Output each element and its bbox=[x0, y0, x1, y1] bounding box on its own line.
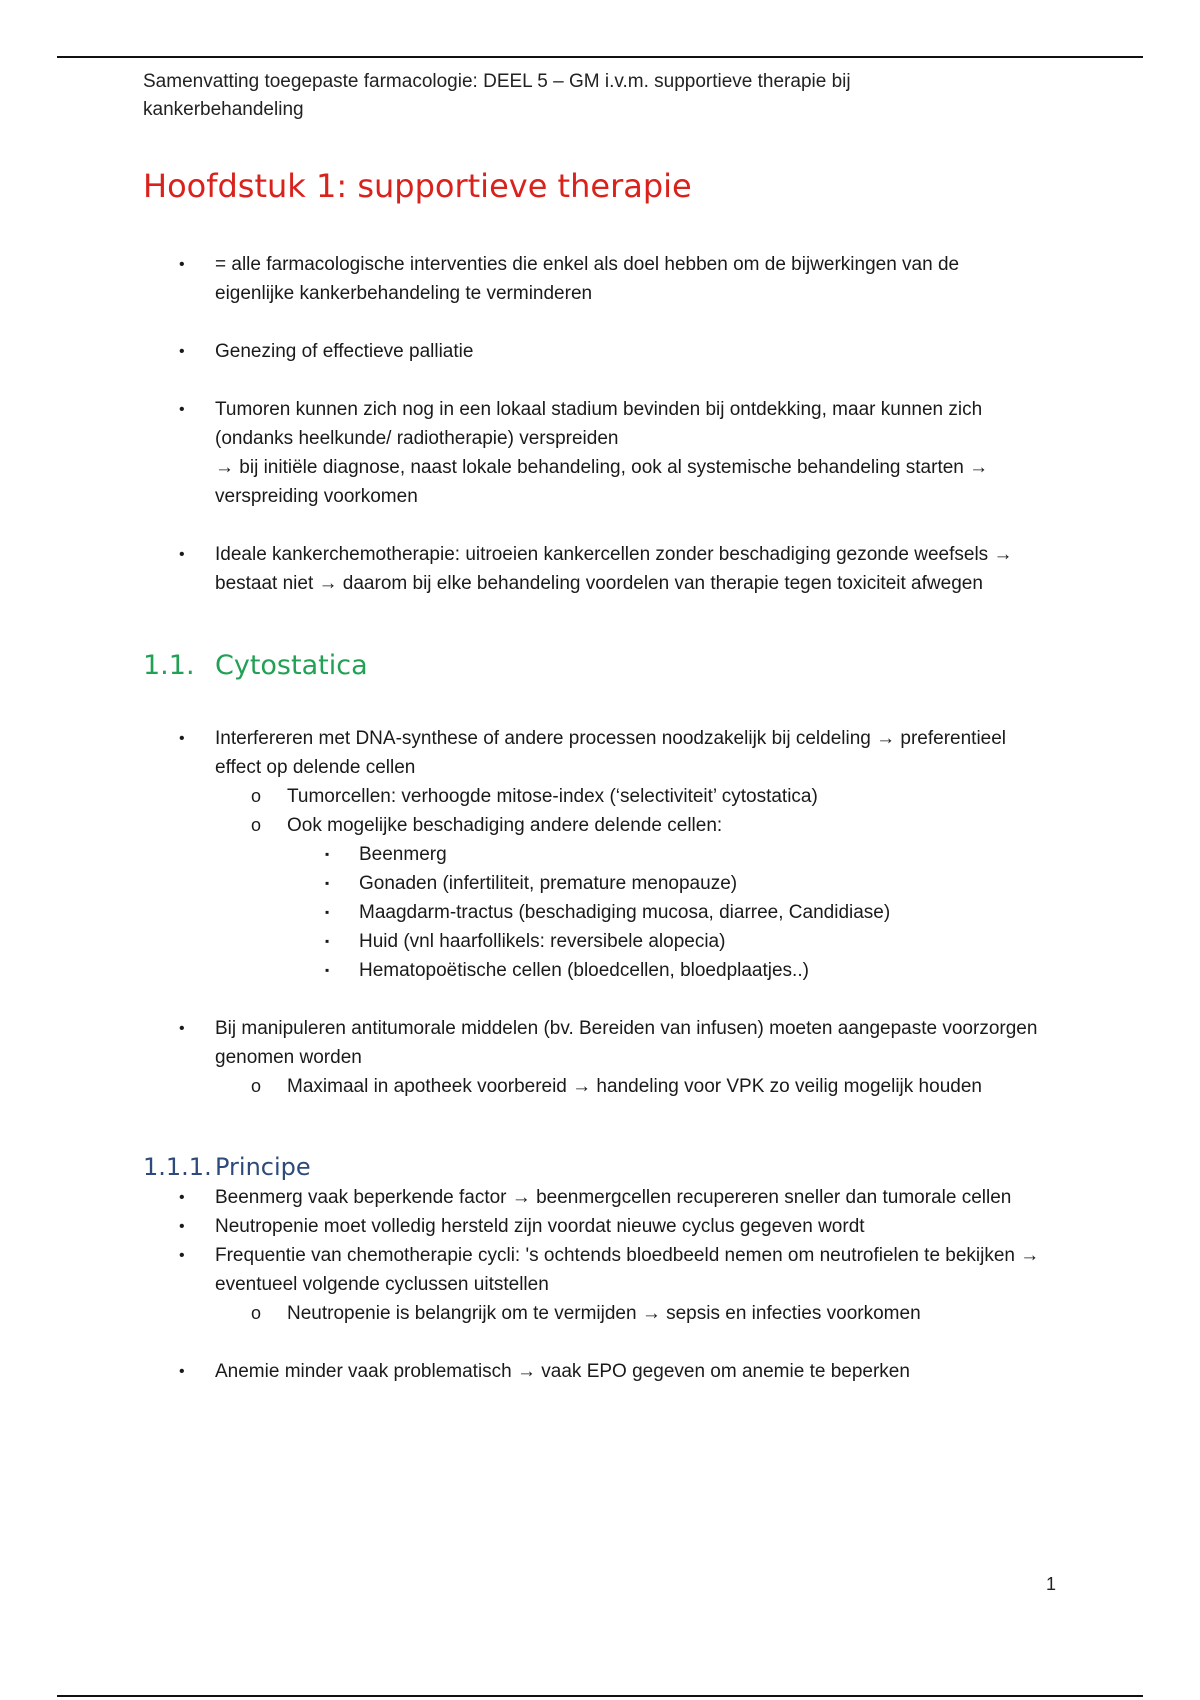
bullet-icon: • bbox=[179, 401, 185, 418]
bullet-icon: • bbox=[179, 1020, 185, 1037]
subsection-number: 1.1.1. bbox=[143, 1153, 212, 1181]
circle-bullet-icon: o bbox=[251, 786, 262, 806]
list-item: • Genezing of effectieve palliatie bbox=[143, 337, 1043, 366]
sub-list bbox=[215, 782, 1043, 985]
square-bullet-icon: ▪ bbox=[325, 876, 330, 890]
page-number: 1 bbox=[1046, 1574, 1057, 1594]
bullet-icon: • bbox=[179, 343, 185, 360]
circle-bullet-icon: o bbox=[251, 1076, 262, 1096]
list-item: o Ook mogelijke beschadiging andere delende cellen: ▪ Beenmerg ▪ Gonaden (infertiliteit, premature menopauze) ▪ Maagdarm-tractus (beschadiging mucosa, diarree, Candidiase) ▪ Huid (vnl haarfollikels: reversibele alopecia) ▪ Hematopoëtische cellen (bloedcellen, bloedplaatjes..) bbox=[215, 811, 1043, 985]
document-page bbox=[143, 68, 1043, 1386]
sub-list bbox=[215, 1072, 1043, 1101]
subsection-bullet-list bbox=[143, 1183, 1043, 1386]
list-item: o Neutropenie is belangrijk om te vermijden → sepsis en infecties voorkomen bbox=[215, 1299, 1043, 1328]
chapter-bullet-list bbox=[143, 250, 1043, 598]
list-item: • Neutropenie moet volledig hersteld zijn voordat nieuwe cyclus gegeven wordt bbox=[143, 1212, 1043, 1241]
list-item: ▪ Maagdarm-tractus (beschadiging mucosa, diarree, Candidiase) bbox=[287, 898, 1043, 927]
square-bullet-icon: ▪ bbox=[325, 905, 330, 919]
bullet-icon: • bbox=[179, 1189, 185, 1206]
list-item: • Frequentie van chemotherapie cycli: 's ochtends bloedbeeld nemen om neutrofielen te bekijken → eventueel volgende cyclussen uitstellen o Neutropenie is belangrijk om te vermijden → sepsis en infecties voorkomen bbox=[143, 1241, 1043, 1328]
circle-bullet-icon: o bbox=[251, 1303, 262, 1323]
list-item: • Anemie minder vaak problematisch → vaak EPO gegeven om anemie te beperken bbox=[143, 1357, 1043, 1386]
list-item: • Beenmerg vaak beperkende factor → beenmergcellen recupereren sneller dan tumorale cellen bbox=[143, 1183, 1043, 1212]
square-bullet-icon: ▪ bbox=[325, 934, 330, 948]
bullet-icon: • bbox=[179, 256, 185, 273]
sub-sub-list bbox=[287, 840, 1043, 985]
list-item: ▪ Beenmerg bbox=[287, 840, 1043, 869]
subsection-heading bbox=[143, 1151, 1043, 1183]
bullet-icon: • bbox=[179, 1247, 185, 1264]
running-header: Samenvatting toegepaste farmacologie: DEEL 5 – GM i.v.m. supportieve therapie bij kankerbehandeling bbox=[143, 71, 851, 120]
chapter-title: Hoofdstuk 1: supportieve therapie bbox=[143, 167, 692, 205]
square-bullet-icon: ▪ bbox=[325, 963, 330, 977]
list-item: ▪ Gonaden (infertiliteit, premature menopauze) bbox=[287, 869, 1043, 898]
section-number: 1.1. bbox=[143, 650, 195, 681]
section-bullet-list bbox=[143, 724, 1043, 1101]
footer-rule bbox=[57, 1695, 1143, 1697]
list-item: ▪ Huid (vnl haarfollikels: reversibele alopecia) bbox=[287, 927, 1043, 956]
list-item: • Bij manipuleren antitumorale middelen (bv. Bereiden van infusen) moeten aangepaste voorzorgen genomen worden o Maximaal in apotheek voorbereid → handeling voor VPK zo veilig mogelijk houden bbox=[143, 1014, 1043, 1101]
bullet-icon: • bbox=[179, 546, 185, 563]
square-bullet-icon: ▪ bbox=[325, 847, 330, 861]
bullet-icon: • bbox=[179, 1218, 185, 1235]
sub-list bbox=[215, 1299, 1043, 1328]
circle-bullet-icon: o bbox=[251, 815, 262, 835]
section-heading bbox=[143, 648, 1043, 684]
header-rule bbox=[57, 56, 1143, 58]
bullet-icon: • bbox=[179, 730, 185, 747]
list-item: • Tumoren kunnen zich nog in een lokaal stadium bevinden bij ontdekking, maar kunnen zich (ondanks heelkunde/ radiotherapie) verspreiden → bij initiële diagnose, naast lokale behandeling, ook al systemische behandeling starten → verspreiding voorkomen bbox=[143, 395, 1043, 511]
list-item: o Maximaal in apotheek voorbereid → handeling voor VPK zo veilig mogelijk houden bbox=[215, 1072, 1043, 1101]
list-item: o Tumorcellen: verhoogde mitose-index (‘selectiviteit’ cytostatica) bbox=[215, 782, 1043, 811]
list-item: • Interfereren met DNA-synthese of andere processen noodzakelijk bij celdeling → preferentieel effect op delende cellen o Tumorcellen: verhoogde mitose-index (‘selectiviteit’ cytostatica) o Ook mogelijke beschadiging andere delende cellen: ▪ Beenmerg ▪ Gonaden (infertiliteit, premature menopauze) ▪ Maagdarm-tractus (beschadiging mucosa, diarree, Candidiase) ▪ Huid (vnl haarfollikels: reversibele alopecia) ▪ Hematopoëtische cellen (bloedcellen, bloedplaatjes..) bbox=[143, 724, 1043, 985]
list-item: • Ideale kankerchemotherapie: uitroeien kankercellen zonder beschadiging gezonde weefsels → bestaat niet → daarom bij elke behandeling voordelen van therapie tegen toxiciteit afwegen bbox=[143, 540, 1043, 598]
list-item: ▪ Hematopoëtische cellen (bloedcellen, bloedplaatjes..) bbox=[287, 956, 1043, 985]
list-item: • = alle farmacologische interventies die enkel als doel hebben om de bijwerkingen van de eigenlijke kankerbehandeling te verminderen bbox=[143, 250, 1043, 308]
section-title: Cytostatica bbox=[215, 650, 368, 681]
bullet-icon: • bbox=[179, 1363, 185, 1380]
subsection-title: Principe bbox=[215, 1153, 311, 1181]
